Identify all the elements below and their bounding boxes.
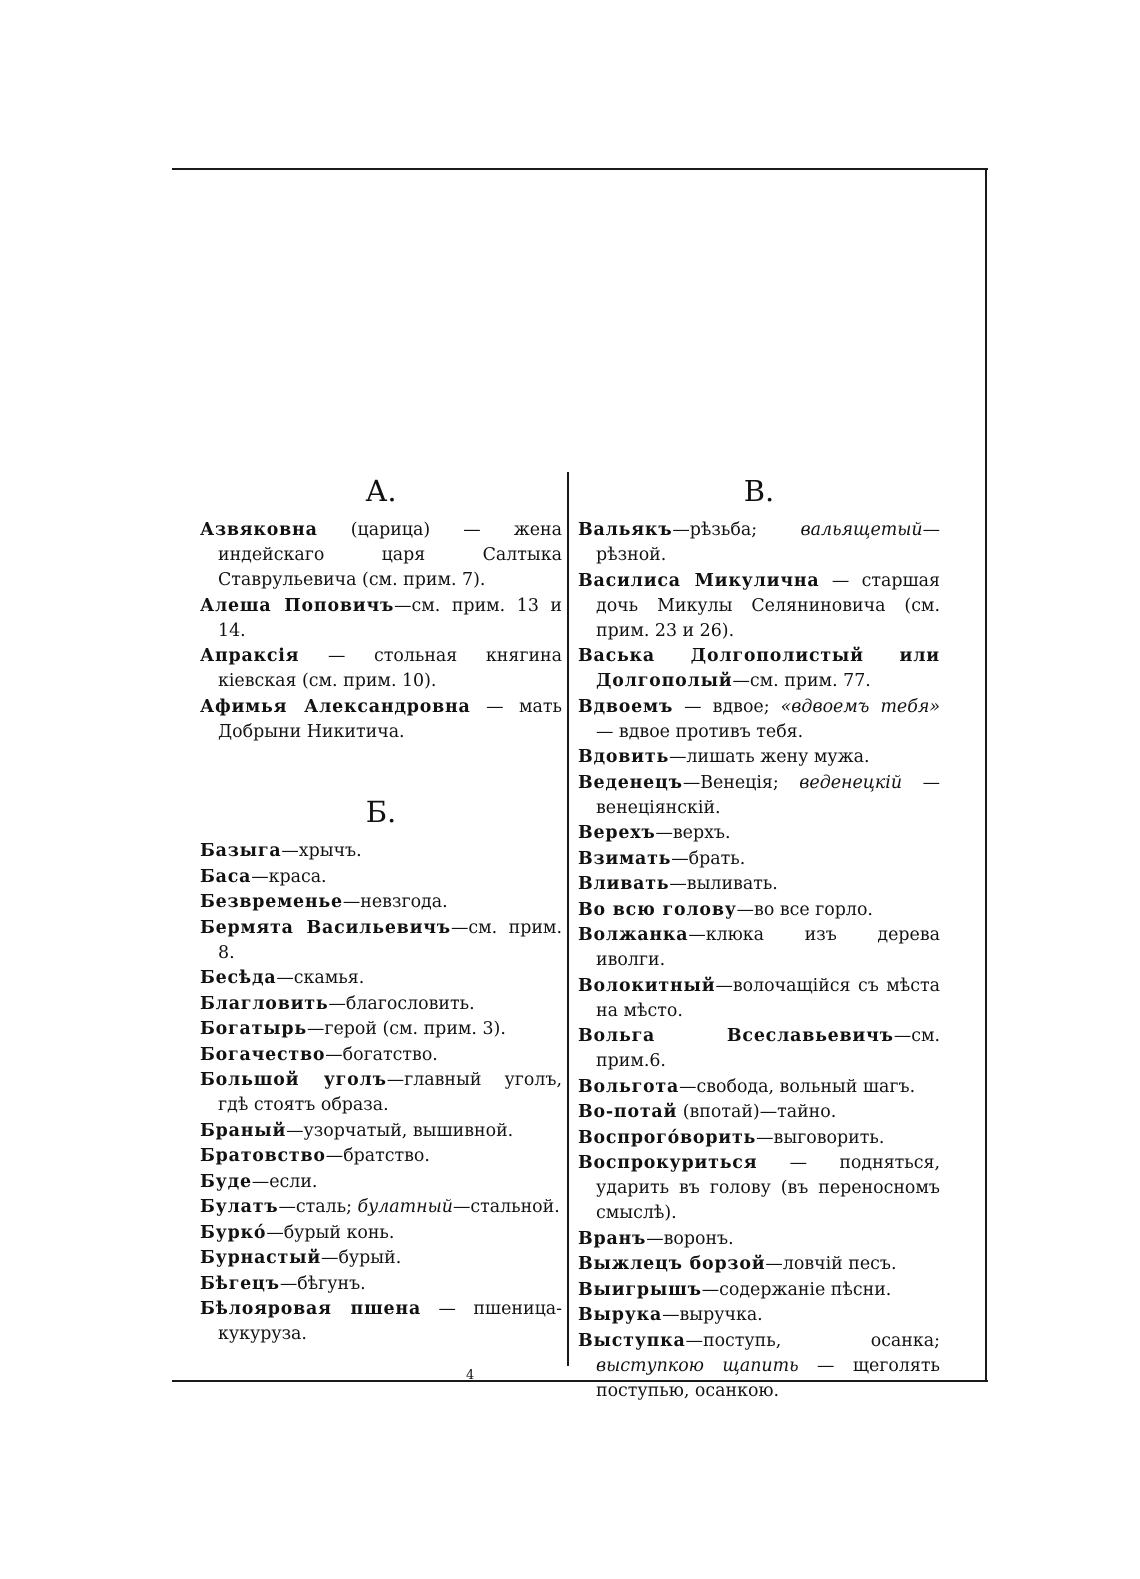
entry-definition: —клюка изъ дерева иволги. — [596, 925, 940, 970]
entry-definition: —волочащійся съ мѣста на мѣсто. — [596, 975, 940, 1021]
entry-definition: —бурый конь. — [266, 1222, 395, 1243]
entry-definition: —Венеція; — [682, 772, 800, 793]
entry-definition: — пшеница-кукуруза. — [218, 1299, 563, 1344]
entry-definition: —брать. — [671, 848, 746, 869]
entry-term: Вранъ — [578, 1228, 647, 1249]
glossary-entry — [578, 1075, 940, 1100]
entry-term: Бѣлояровая пшена — [200, 1299, 422, 1319]
entry-definition: —выручка. — [662, 1305, 763, 1325]
glossary-entry — [578, 569, 940, 644]
entry-term: Выступка — [578, 1330, 686, 1351]
entry-term: Бермята Васильевичъ — [200, 917, 451, 938]
glossary-entry — [200, 1297, 562, 1347]
entry-term: Благловить — [200, 993, 329, 1014]
glossary-entry — [578, 1227, 940, 1252]
entry-definition-cont: —стальной. — [452, 1197, 560, 1217]
entry-italic-term: булатный — [357, 1197, 453, 1217]
entry-term: Воспрогóворить — [578, 1127, 757, 1148]
entry-definition: —содержаніе пѣсни. — [701, 1279, 892, 1300]
glossary-entry — [200, 992, 562, 1017]
glossary-entry — [200, 839, 562, 864]
entry-definition: —главный уголъ, гдѣ стоятъ образа. — [218, 1070, 562, 1115]
entry-term: Буде — [200, 1171, 252, 1192]
entry-term: Буркó — [200, 1222, 267, 1243]
entry-definition: —свобода, вольный шагъ. — [679, 1076, 916, 1097]
entry-term: Вдвоемъ — [578, 696, 674, 717]
glossary-entry — [200, 1119, 562, 1144]
glossary-entry — [578, 1329, 940, 1404]
glossary-entry — [200, 1272, 562, 1297]
glossary-entry — [200, 916, 562, 966]
glossary-entry — [200, 865, 562, 890]
glossary-entry — [578, 872, 940, 897]
entry-term: Братовство — [200, 1146, 326, 1166]
entry-term: Вливать — [578, 874, 670, 894]
entry-definition: —благословить. — [328, 993, 475, 1014]
entry-definition: —герой (см. прим. 3). — [306, 1019, 506, 1039]
entry-definition: (царица) — жена индейскаго царя Салтыка Ставрульевича (см. прим. 7). — [218, 520, 562, 590]
glossary-entry — [578, 821, 940, 846]
glossary-entry — [578, 1024, 940, 1074]
entry-term: Веденецъ — [578, 772, 683, 793]
entry-definition: —если. — [251, 1171, 318, 1192]
entry-term: Выигрышъ — [578, 1279, 702, 1300]
glossary-entry — [578, 695, 940, 745]
column-heading: А. — [365, 474, 397, 508]
left-column — [200, 474, 562, 1348]
entry-definition: —см. прим.6. — [596, 1026, 940, 1071]
entry-term: Вольгота — [578, 1076, 680, 1097]
entry-italic-term: выступкою щапить — [596, 1355, 799, 1376]
entry-definition: — мать Добрыни Никитича. — [218, 696, 562, 742]
entry-term: Вольга Всеславьевичъ — [578, 1026, 894, 1046]
glossary-entry — [578, 644, 940, 694]
entry-definition: —хрычъ. — [281, 841, 362, 861]
glossary-entry — [578, 898, 940, 923]
section-spacer — [200, 745, 562, 795]
entry-term: Богачество — [200, 1044, 326, 1065]
entry-definition-cont: —рѣзной. — [596, 520, 940, 565]
entry-term: Алеша Поповичъ — [200, 595, 395, 616]
entry-term: Бѣгецъ — [200, 1273, 280, 1294]
entry-term: Большой уголъ — [200, 1070, 387, 1090]
right-column — [578, 474, 940, 1404]
entry-definition: — вдвое; — [673, 696, 781, 717]
entry-definition: —воронъ. — [646, 1228, 734, 1249]
entry-definition: —выливать. — [669, 874, 778, 894]
glossary-entry — [578, 771, 940, 821]
right-rule — [985, 168, 987, 1382]
glossary-entry — [200, 1017, 562, 1042]
glossary-entry — [578, 745, 940, 770]
entry-term: Афимья Александровна — [200, 696, 471, 717]
entry-definition: —краса. — [251, 866, 327, 887]
entry-term: Азвяковна — [200, 520, 318, 540]
column-heading: В. — [743, 474, 775, 508]
glossary-entry — [578, 1278, 940, 1303]
entry-definition: (впотай)—тайно. — [677, 1102, 837, 1122]
column-divider — [567, 472, 569, 1366]
top-rule — [172, 168, 988, 170]
entry-definition: —выговорить. — [756, 1127, 885, 1148]
glossary-entry — [578, 518, 940, 568]
section-heading: Б. — [365, 795, 397, 829]
entry-term: Во всю голову — [578, 899, 737, 920]
entry-term: Волжанка — [578, 925, 689, 945]
entry-term: Выжлецъ борзой — [578, 1254, 766, 1274]
entry-definition: —лишать жену мужа. — [669, 747, 870, 767]
entry-italic-term: веденецкій — [799, 772, 903, 793]
entry-term: Василиса Микулична — [578, 570, 820, 591]
entry-definition: —рѣзьба; — [672, 520, 801, 540]
glossary-entry — [578, 1151, 940, 1226]
glossary-entry — [200, 1195, 562, 1220]
glossary-entry — [578, 923, 940, 973]
glossary-entry — [200, 1246, 562, 1271]
entry-term: Булатъ — [200, 1197, 279, 1217]
entry-definition: — старшая дочь Микулы Селяниновича (см. прим. 23 и 26). — [596, 570, 940, 641]
entry-term: Богатырь — [200, 1019, 307, 1039]
entry-term: Бесѣда — [200, 968, 277, 988]
glossary-entry — [200, 1144, 562, 1169]
glossary-entry — [200, 594, 562, 644]
entry-definition-cont: — венеціянскій. — [596, 772, 941, 818]
entry-definition: —скамья. — [276, 968, 365, 988]
entry-definition: —бурый. — [321, 1248, 402, 1268]
entry-term: Бурнастый — [200, 1248, 322, 1268]
entry-term: Верехъ — [578, 823, 656, 843]
entry-definition-cont: — вдвое противъ тебя. — [596, 721, 804, 742]
entry-term: Вальякъ — [578, 520, 673, 540]
glossary-entry — [578, 1126, 940, 1151]
entry-term: Вырука — [578, 1305, 663, 1325]
entry-term: Васька Долгополистый или Долгополый — [578, 646, 940, 691]
glossary-entry — [200, 1221, 562, 1246]
glossary-entry — [578, 1252, 940, 1277]
entry-definition-cont: — щеголять поступью, осанкою. — [596, 1355, 940, 1401]
glossary-entry — [200, 1043, 562, 1068]
entry-definition: —братство. — [325, 1146, 430, 1166]
entry-term: Браный — [200, 1120, 287, 1141]
entry-definition: —см. прим. 13 и 14. — [218, 595, 563, 641]
glossary-entry — [578, 974, 940, 1024]
entry-definition: —см. прим. 8. — [218, 917, 562, 963]
entry-italic-term: «вдвоемъ тебя» — [780, 696, 940, 717]
entry-definition: —сталь; — [278, 1197, 358, 1217]
page-mark: 4 — [466, 1368, 475, 1383]
entry-definition: —см. прим. 77. — [732, 671, 871, 691]
entry-definition: —во все горло. — [736, 899, 873, 920]
glossary-entry — [200, 890, 562, 915]
glossary-entry — [578, 847, 940, 872]
glossary-entry — [200, 695, 562, 745]
entry-term: Апраксія — [200, 646, 300, 666]
glossary-entry — [200, 1170, 562, 1195]
entry-italic-term: вальящетый — [800, 520, 923, 540]
entry-definition: —верхъ. — [655, 823, 731, 843]
entry-definition: — стольная княгина кіевская (см. прим. 10). — [218, 646, 562, 691]
entry-term: Вдовить — [578, 747, 670, 767]
glossary-entry — [200, 644, 562, 694]
entry-term: Взимать — [578, 848, 672, 869]
entry-term: Воспрокуриться — [578, 1153, 758, 1173]
entry-definition: —невзгода. — [342, 892, 448, 912]
entry-term: Во-потай — [578, 1102, 678, 1122]
glossary-entry — [200, 966, 562, 991]
glossary-entry — [578, 1100, 940, 1125]
entry-definition: —богатство. — [325, 1044, 438, 1065]
entry-definition: —ловчій песъ. — [765, 1254, 897, 1274]
entry-definition: —поступь, осанка; — [685, 1330, 940, 1351]
glossary-entry — [200, 518, 562, 593]
entry-term: Баса — [200, 866, 252, 887]
entry-definition: — подняться, ударить въ голову (въ переносномъ смыслѣ). — [596, 1153, 940, 1223]
entry-term: Базыга — [200, 841, 282, 861]
entry-term: Безвременье — [200, 892, 343, 912]
glossary-entry — [200, 1068, 562, 1118]
entry-definition: —узорчатый, вышивной. — [286, 1120, 514, 1141]
glossary-entry — [578, 1303, 940, 1328]
entry-definition: —бѣгунъ. — [279, 1273, 366, 1294]
entry-term: Волокитный — [578, 975, 716, 996]
